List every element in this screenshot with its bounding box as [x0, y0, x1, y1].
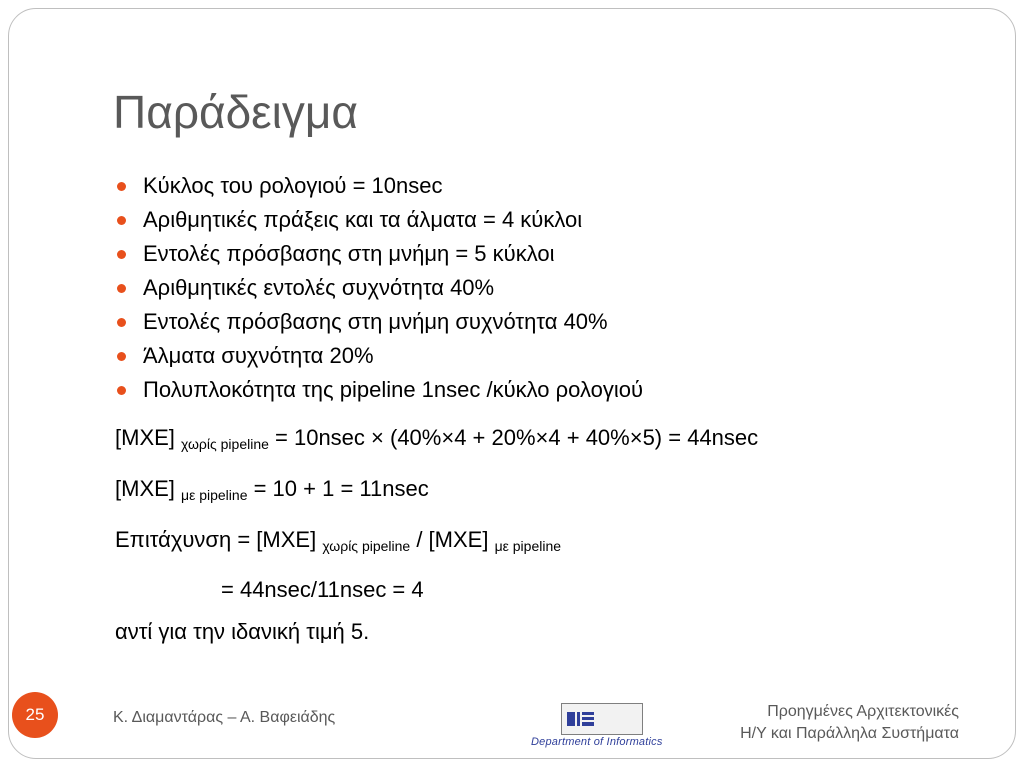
bullet-item [115, 237, 643, 271]
formula-middle: / [ΜΧΕ] [410, 527, 495, 552]
bullet-item [115, 271, 643, 305]
formula-rest: = 10nsec × (40%×4 + 20%×4 + 40%×5) = 44nsec [268, 425, 759, 450]
formula-note: αντί για την ιδανική τιμή 5. [115, 619, 370, 644]
bullet-text: Εντολές πρόσβασης στη μνήμη συχνότητα 40% [143, 309, 608, 334]
formula-rest: = 10 + 1 = 11nsec [247, 476, 429, 501]
bullet-text: Αριθμητικές εντολές συχνότητα 40% [143, 275, 495, 300]
bullet-icon [117, 182, 126, 191]
formula-without-pipeline [115, 425, 758, 452]
formula-speedup [115, 527, 561, 554]
formula-result: = 44nsec/11nsec = 4 [221, 577, 424, 602]
bullet-item [115, 373, 643, 407]
bullet-icon [117, 386, 126, 395]
footer-course-line2: Η/Υ και Παράλληλα Συστήματα [740, 725, 959, 742]
formula-prefix: Επιτάχυνση = [ΜΧΕ] [115, 527, 323, 552]
formula-prefix: [ΜΧΕ] [115, 425, 182, 450]
formula-subscript: χωρίς pipeline [181, 436, 269, 452]
bullet-icon [117, 352, 126, 361]
bullet-text: Πολυπλοκότητα της pipeline 1nsec /κύκλο ρολογιού [143, 377, 644, 402]
footer-authors: Κ. Διαμαντάρας – Α. Βαφειάδης [113, 709, 336, 726]
bullet-icon [117, 216, 126, 225]
bullet-icon [117, 250, 126, 259]
formula-subscript: χωρίς pipeline [322, 538, 411, 554]
bullet-text: Άλματα συχνότητα 20% [143, 343, 374, 368]
formula-subscript: με pipeline [181, 487, 248, 503]
bullet-text: Εντολές πρόσβασης στη μνήμη = 5 κύκλοι [143, 241, 555, 266]
logo-department-text: Department of Informatics [531, 736, 663, 748]
bullet-text: Αριθμητικές πράξεις και τα άλματα = 4 κύκλοι [143, 207, 583, 232]
formula-subscript: με pipeline [494, 538, 562, 554]
footer-course [740, 701, 959, 745]
footer-course-line1: Προηγμένες Αρχιτεκτονικές [767, 703, 959, 720]
formula-with-pipeline [115, 476, 429, 503]
logo-frame [561, 703, 643, 735]
slide [8, 8, 1016, 759]
slide-title: Παράδειγμα [113, 86, 359, 138]
bullet-item [115, 305, 643, 339]
formula-prefix: [ΜΧΕ] [115, 476, 182, 501]
department-logo [527, 699, 683, 749]
bullet-icon [117, 284, 126, 293]
university-icon [566, 710, 596, 728]
bullet-item [115, 203, 643, 237]
bullet-item [115, 169, 643, 203]
bullet-text: Κύκλος του ρολογιού = 10nsec [143, 173, 443, 198]
page-number-badge: 25 [12, 692, 58, 738]
bullet-icon [117, 318, 126, 327]
bullet-item [115, 339, 643, 373]
bullet-list [115, 169, 643, 407]
